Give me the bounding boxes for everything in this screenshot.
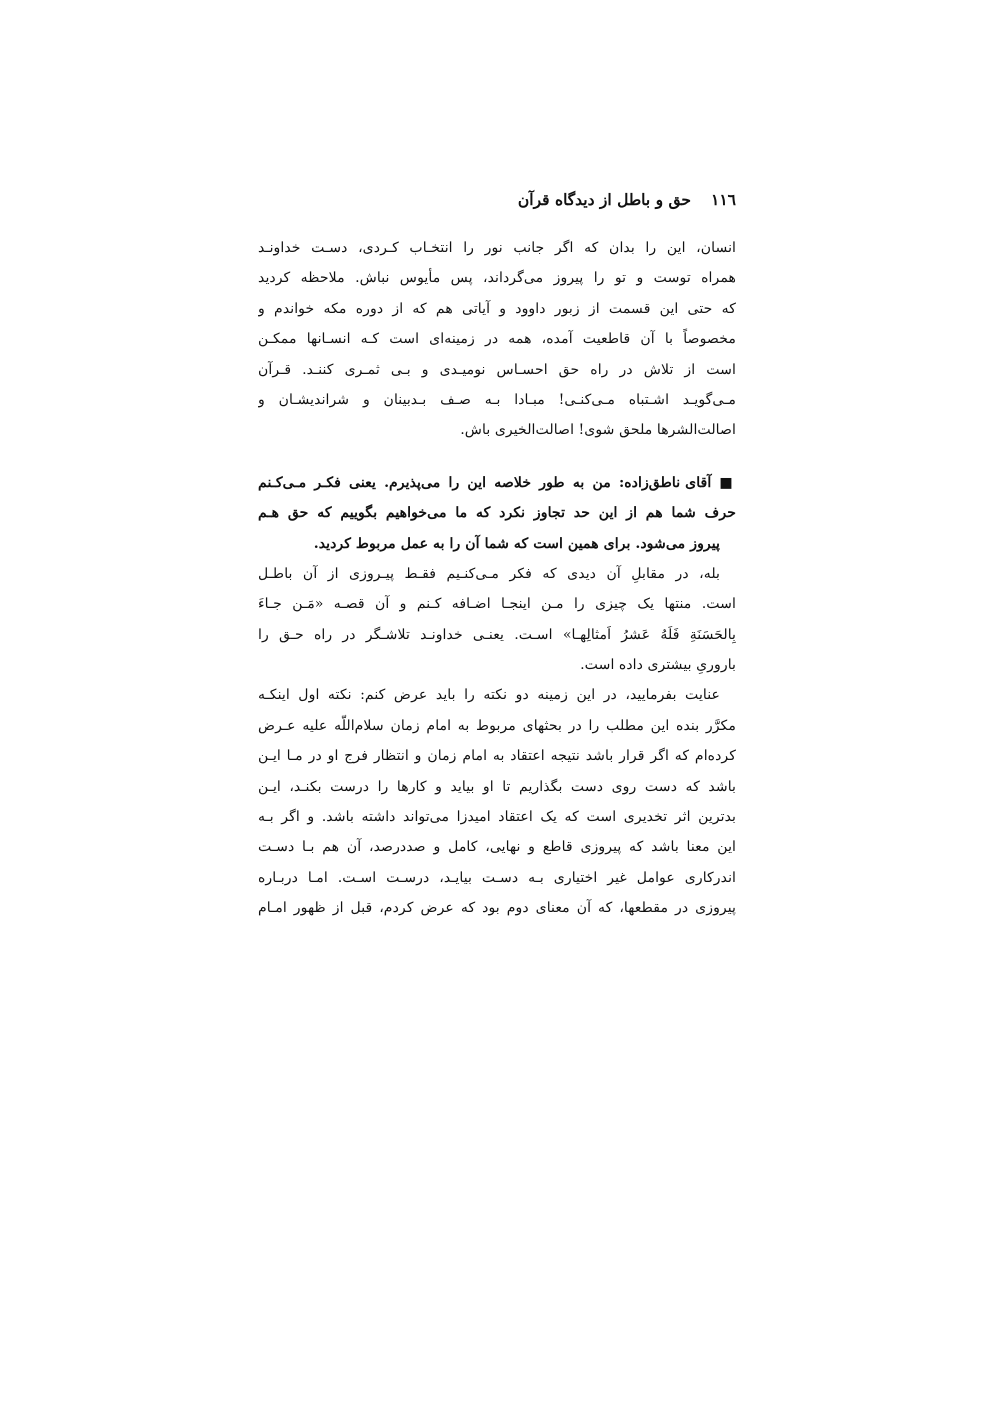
paragraph — [258, 680, 736, 923]
text-line: باشد که دست روی دست بگذاریم تا او بیاید و کارها را درست بکنـد، ایـن — [258, 778, 736, 795]
speaker-paragraph — [258, 468, 736, 559]
paragraph — [258, 559, 736, 681]
paragraph — [258, 233, 736, 446]
text-line: بدترین اثر تخدیری است که یک اعتقاد امیدزا می‌تواند داشته باشد. و اگر بـه — [258, 809, 736, 826]
text-line-content: آقای ناطق‌زاده: من به طور خلاصه این را می‌پذیرم. یعنی فکـر مـی‌کـنم — [258, 474, 712, 491]
text-line: کرده‌ام که اگر قرار باشد نتیجه اعتقاد به امام زمان و انتظار فرج او در مـا ایـن — [258, 748, 736, 765]
text-line: همراه توست و تو را پیروز می‌گرداند، پس مأیوس نباش. ملاحظه کردید — [258, 270, 736, 287]
page-number: ۱۱٦ — [711, 190, 736, 209]
text-line: مکرَّر بنده این مطلب را در بحثهای مربوط به امام زمان سلام‌اللّه علیه عـرض — [258, 717, 736, 734]
text-line: که حتی این قسمت از زبور داوود و آیاتی هم که از دوره مکه خواندم و — [258, 300, 736, 317]
text-line: باروریِ بیشتری داده است. — [580, 657, 736, 674]
text-line: مخصوصاً با آن قاطعیت آمده، همه در زمینه‌ای است کـه انسـانها ممکـن — [258, 331, 736, 348]
text-line: عنایت بفرمایید، در این زمینه دو نکته را باید عرض کنم: نکته اول اینکـه — [258, 687, 720, 704]
text-line: اصالت‌الشرها ملحق شوی! اصالت‌الخیری باش. — [460, 422, 736, 439]
text-line: پیروزی در مقطعها، که آن معنای دوم بود که عرض کردم، قبل از ظهور امـام — [258, 900, 736, 917]
text-line: اندرکاری عوامل غیر اختیاری بـه دسـت بیایـد، درسـت اسـت. امـا دربـاره — [258, 869, 736, 886]
text-line: مـی‌گویـد اشـتباه مـی‌کنـی! مبـادا بـه صـف بـدبینان و شراندیشـان و — [258, 391, 736, 408]
square-bullet-icon: ■ — [719, 474, 736, 491]
text-line: بله، در مقابلِ آن دیدی که فکر مـی‌کنـیم فقـط پیـروزی از آن باطـل — [258, 565, 720, 582]
running-title: حق و باطل از دیدگاه قرآن — [517, 190, 692, 209]
text-line: حرف شما هم از این حد تجاوز نکرد که ما می‌خواهیم بگوییم که حق هـم — [258, 505, 736, 522]
text-line: این معنا باشد که پیروزی قاطع و نهایی، کامل و صددرصد، آن هم بـا دسـت — [258, 839, 736, 856]
text-line — [258, 468, 736, 498]
body-text — [258, 233, 736, 924]
paragraph-gap — [258, 446, 736, 468]
text-line: انسان، این را بدان که اگر جانب نور را انتخـاب کـردی، دسـت خداونـد — [258, 240, 736, 256]
text-line: است از تلاش در راه حق احسـاس نومیـدی و بـی ثمـری کننـد. قـرآن — [258, 361, 736, 378]
text-line: پیروز می‌شود. برای همین است که شما آن را به عمل مربوط کردید. — [313, 535, 720, 552]
running-head — [258, 186, 736, 214]
text-line: بِالحَسَنَةِ فَلَهُ عَشرُ اَمثالِهـا» اسـت. یعنـی خداونـد تلاشـگر در راه حـق را — [258, 626, 736, 643]
text-line: است. منتها یک چیزی را مـن اینجـا اضـافه کـنم و آن قصـه «مَـن جـاءَ — [258, 596, 736, 613]
book-page — [258, 0, 736, 1403]
